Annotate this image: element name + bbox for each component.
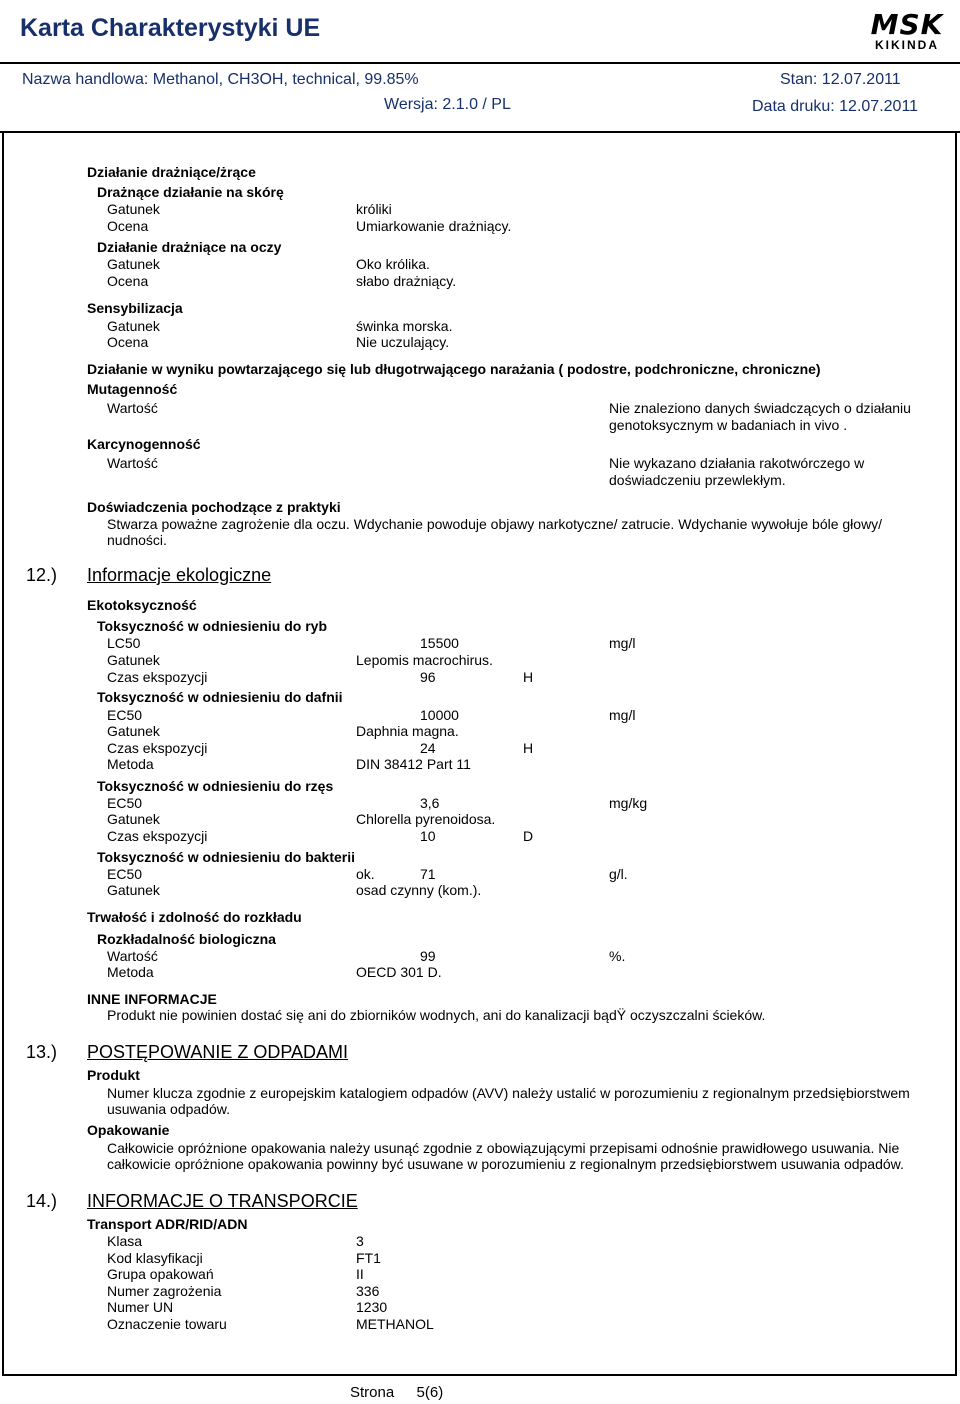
- fish-lc50-unit: mg/l: [609, 635, 636, 651]
- section-12-title: Informacje ekologiczne: [87, 565, 272, 585]
- waste-product-text-line2: usuwania odpadów.: [107, 1101, 230, 1117]
- status-date: Stan: 12.07.2011: [780, 71, 901, 88]
- algae-species-value: Chlorella pyrenoidosa.: [356, 811, 496, 827]
- transport-row-label: Klasa: [107, 1233, 143, 1249]
- skin-irritation-heading: Drażnące działanie na skórę: [97, 184, 284, 200]
- frame-right-border: [955, 133, 957, 1376]
- daphnia-time-label: Czas ekspozycji: [107, 740, 208, 756]
- algae-time-unit: D: [523, 828, 534, 844]
- practice-text-line1: Stwarza poważne zagrożenie dla oczu. Wdychanie powoduje objawy narkotyczne/ zatrucie. Wdychanie wywołuje bóle głowy/: [107, 516, 883, 532]
- other-info-text: Produkt nie powinien dostać się ani do zbiorników wodnych, ani do kanalizacji bądŸ oczyszczalni ścieków.: [107, 1007, 766, 1023]
- algae-time-value: 10: [420, 828, 436, 844]
- transport-row-label: Grupa opakowań: [107, 1266, 214, 1282]
- bacteria-toxicity-heading: Toksyczność w odniesieniu do bakterii: [97, 849, 356, 865]
- page-footer: [350, 1384, 443, 1401]
- bacteria-ec50-prefix: ok.: [356, 866, 375, 882]
- eye-species-label: Gatunek: [107, 256, 160, 272]
- section-13-title: POSTĘPOWANIE Z ODPADAMI: [87, 1042, 349, 1062]
- algae-ec50-unit: mg/kg: [609, 795, 648, 811]
- fish-toxicity-heading: Toksyczność w odniesieniu do ryb: [97, 618, 328, 634]
- product-name: Nazwa handlowa: Methanol, CH3OH, technical, 99.85%: [22, 71, 419, 88]
- transport-row-label: Numer zagrożenia: [107, 1283, 222, 1299]
- sens-species-label: Gatunek: [107, 318, 160, 334]
- mutagenicity-label: Wartość: [107, 400, 158, 416]
- daphnia-ec50-value: 10000: [420, 707, 459, 723]
- transport-row-value: 3: [356, 1233, 364, 1249]
- daphnia-toxicity-heading: Toksyczność w odniesieniu do dafnii: [97, 689, 343, 705]
- section-12-number: 12.): [26, 565, 58, 585]
- transport-row-value: FT1: [356, 1250, 381, 1266]
- packaging-text-line2: całkowicie opróżnione opakowania powinny być usuwane w porozumieniu z regionalnym przedsiębiorstwem usuwania odpadów.: [107, 1156, 904, 1172]
- daphnia-species-value: Daphnia magna.: [356, 723, 459, 739]
- carcinogenicity-heading: Karcynogenność: [87, 436, 201, 452]
- daphnia-ec50-label: EC50: [107, 707, 143, 723]
- frame-left-border: [2, 133, 4, 1376]
- algae-ec50-label: EC50: [107, 795, 143, 811]
- fish-species-label: Gatunek: [107, 652, 160, 668]
- logo-main-text: MSK: [870, 8, 944, 41]
- biodeg-value-label: Wartość: [107, 948, 158, 964]
- carcinogenicity-label: Wartość: [107, 455, 158, 471]
- logo-sub-text: KIKINDA: [875, 38, 939, 52]
- print-date: Data druku: 12.07.2011: [752, 98, 919, 115]
- repeated-exposure-heading: Działanie w wyniku powtarzającego się lub długotrwającego narażania ( podostre, podchroniczne, chroniczne): [87, 361, 821, 377]
- skin-species-value: króliki: [356, 201, 392, 217]
- bacteria-ec50-unit: g/l.: [609, 866, 628, 882]
- eye-rating-value: słabo drażniący.: [356, 273, 457, 289]
- header-divider: [0, 62, 960, 64]
- biodeg-method-value: OECD 301 D.: [356, 964, 442, 980]
- algae-time-label: Czas ekspozycji: [107, 828, 208, 844]
- algae-toxicity-heading: Toksyczność w odniesieniu do rzęs: [97, 778, 334, 794]
- mutagenicity-value-line2: genotoksycznym w badaniach in vivo .: [609, 417, 848, 433]
- sens-species-value: świnka morska.: [356, 318, 453, 334]
- persistence-heading: Trwałość i zdolność do rozkładu: [87, 909, 302, 925]
- transport-row-value: II: [356, 1266, 364, 1282]
- irritation-heading: Działanie drażniące/żrące: [87, 164, 256, 180]
- mutagenicity-value-line1: Nie znaleziono danych świadczących o działaniu: [609, 400, 911, 416]
- practice-text-line2: nudności.: [107, 532, 167, 548]
- fish-time-value: 96: [420, 669, 436, 685]
- fish-lc50-label: LC50: [107, 635, 141, 651]
- skin-rating-value: Umiarkowanie drażniący.: [356, 218, 512, 234]
- transport-row-value: 336: [356, 1283, 380, 1299]
- page-label: Strona: [350, 1384, 395, 1401]
- fish-time-label: Czas ekspozycji: [107, 669, 208, 685]
- bacteria-ec50-value: 71: [420, 866, 436, 882]
- algae-species-label: Gatunek: [107, 811, 160, 827]
- algae-ec50-value: 3,6: [420, 795, 440, 811]
- header-bottom-rule: [0, 131, 960, 133]
- daphnia-time-value: 24: [420, 740, 436, 756]
- daphnia-ec50-unit: mg/l: [609, 707, 636, 723]
- daphnia-time-unit: H: [523, 740, 534, 756]
- ecotoxicity-heading: Ekotoksyczność: [87, 597, 197, 613]
- adr-heading: Transport ADR/RID/ADN: [87, 1216, 248, 1232]
- practice-heading: Doświadczenia pochodzące z praktyki: [87, 499, 341, 515]
- bacteria-ec50-label: EC50: [107, 866, 143, 882]
- other-info-heading: INNE INFORMACJE: [87, 991, 217, 1007]
- section-13-number: 13.): [26, 1042, 58, 1062]
- sensitization-heading: Sensybilizacja: [87, 300, 183, 316]
- frame-bottom-border: [2, 1374, 957, 1376]
- fish-lc50-value: 15500: [420, 635, 459, 651]
- biodeg-value: 99: [420, 948, 436, 964]
- company-logo: [862, 8, 952, 54]
- daphnia-method-label: Metoda: [107, 756, 154, 772]
- transport-row-value: METHANOL: [356, 1316, 434, 1332]
- sens-rating-value: Nie uczulający.: [356, 334, 450, 350]
- section-14-number: 14.): [26, 1191, 58, 1211]
- section-14-title: INFORMACJE O TRANSPORCIE: [87, 1191, 358, 1211]
- transport-row-label: Oznaczenie towaru: [107, 1316, 227, 1332]
- eye-species-value: Oko królika.: [356, 256, 430, 272]
- document-title: Karta Charakterystyki UE: [20, 14, 321, 42]
- sens-rating-label: Ocena: [107, 334, 149, 350]
- packaging-text-line1: Całkowicie opróżnione opakowania należy usunąć zgodnie z obowiązującymi przepisami odnośnie prawidłowego usuwania. Nie: [107, 1140, 900, 1156]
- eye-irritation-heading: Działanie drażniące na oczy: [97, 239, 282, 255]
- carcinogenicity-value-line2: doświadczeniu przewlekłym.: [609, 472, 786, 488]
- page-number: 5(6): [416, 1384, 444, 1401]
- biodeg-method-label: Metoda: [107, 964, 154, 980]
- waste-product-text-line1: Numer klucza zgodnie z europejskim katalogiem odpadów (AVV) należy ustalić w porozumieniu z regionalnym przedsiębiorstwem: [107, 1085, 910, 1101]
- eye-rating-label: Ocena: [107, 273, 149, 289]
- transport-row-label: Kod klasyfikacji: [107, 1250, 203, 1266]
- skin-species-label: Gatunek: [107, 201, 160, 217]
- fish-species-value: Lepomis macrochirus.: [356, 652, 493, 668]
- mutagenicity-heading: Mutagenność: [87, 381, 178, 397]
- transport-row-label: Numer UN: [107, 1299, 174, 1315]
- skin-rating-label: Ocena: [107, 218, 149, 234]
- transport-row-value: 1230: [356, 1299, 388, 1315]
- version: Wersja: 2.1.0 / PL: [384, 96, 511, 113]
- fish-time-unit: H: [523, 669, 534, 685]
- packaging-heading: Opakowanie: [87, 1122, 170, 1138]
- daphnia-method-value: DIN 38412 Part 11: [356, 756, 471, 772]
- bacteria-species-value: osad czynny (kom.).: [356, 882, 482, 898]
- carcinogenicity-value-line1: Nie wykazano działania rakotwórczego w: [609, 455, 865, 471]
- biodeg-unit: %.: [609, 948, 626, 964]
- biodegradability-heading: Rozkładalność biologiczna: [97, 931, 276, 947]
- bacteria-species-label: Gatunek: [107, 882, 160, 898]
- waste-product-heading: Produkt: [87, 1067, 140, 1083]
- daphnia-species-label: Gatunek: [107, 723, 160, 739]
